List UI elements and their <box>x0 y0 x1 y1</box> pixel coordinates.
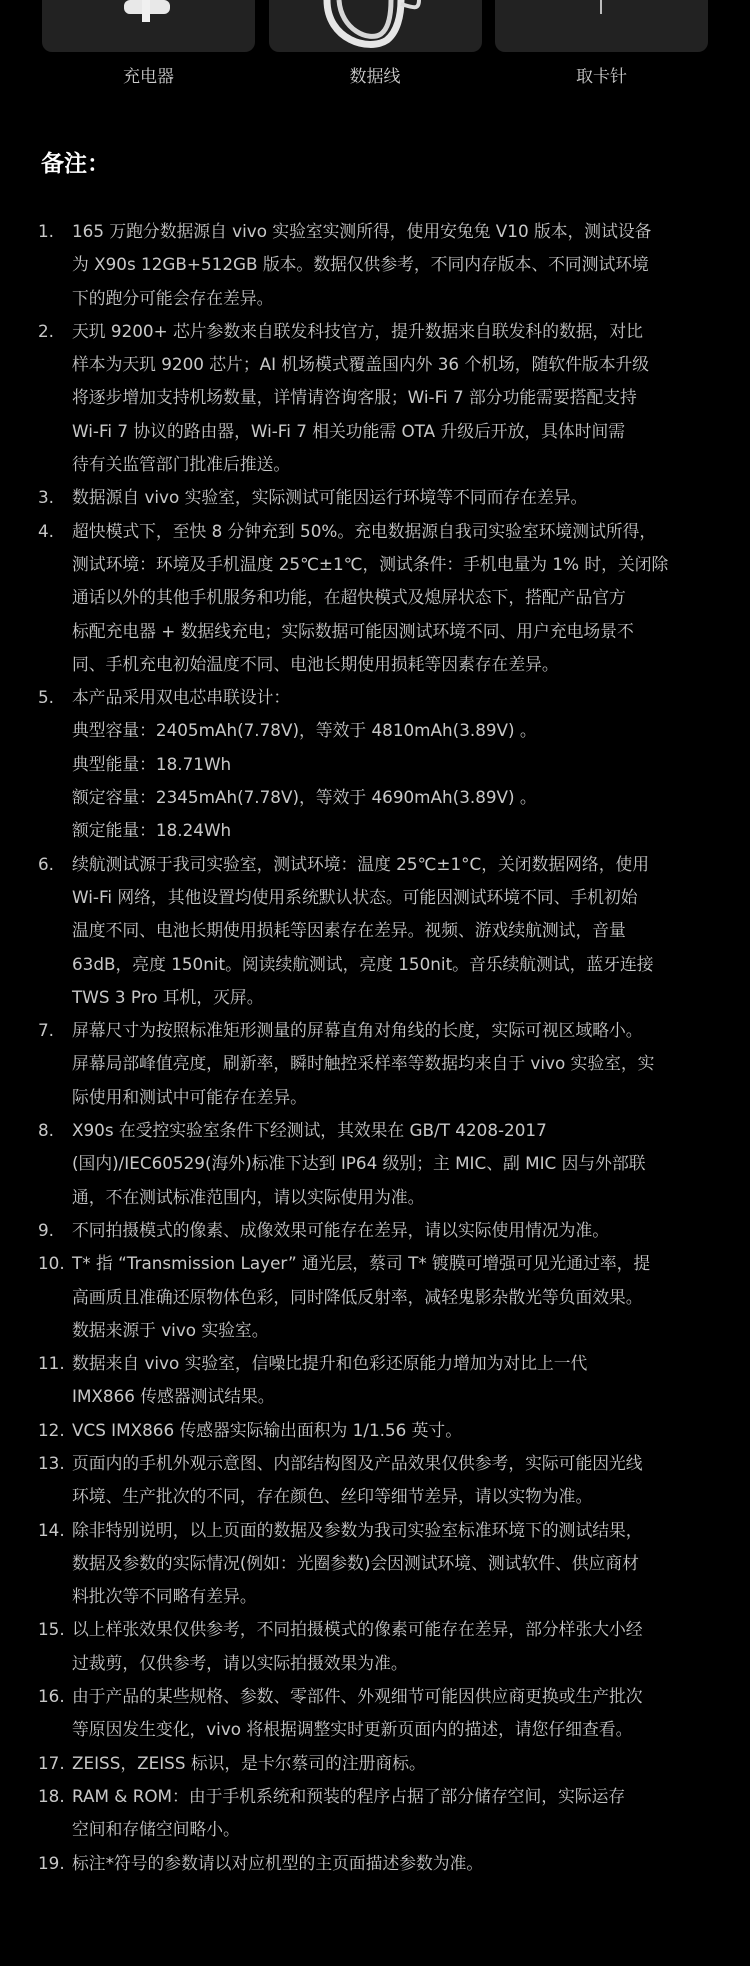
note-text-line: 除非特别说明，以上页面的数据及参数为我司实验室标准环境下的测试结果， <box>72 1519 643 1540</box>
note-text-line: 数据来源于 vivo 实验室。 <box>72 1319 269 1340</box>
note-text-line: 标配充电器 + 数据线充电；实际数据可能因测试环境不同、用户充电场景不 <box>72 620 634 641</box>
note-text-line: 标注*符号的参数请以对应机型的主页面描述参数为准。 <box>72 1852 484 1873</box>
note-text-line: TWS 3 Pro 耳机，灭屏。 <box>72 986 264 1007</box>
note-item <box>38 1514 718 1614</box>
note-item <box>38 515 718 681</box>
note-item <box>38 481 718 514</box>
note-text-line: 典型能量：18.71Wh <box>72 753 232 774</box>
note-number: 1. <box>38 221 55 241</box>
note-text-line: 由于产品的某些规格、参数、零部件、外观细节可能因供应商更换或生产批次 <box>72 1686 643 1707</box>
note-text-line: 等原因发生变化，vivo 将根据调整实时更新页面内的描述，请您仔细查看。 <box>72 1719 633 1740</box>
note-number: 2. <box>38 320 55 341</box>
charger-image <box>42 0 255 52</box>
note-text-line: 165 万跑分数据源自 vivo 实验室实测所得，使用安兔兔 V10 版本，测试设备 <box>72 221 652 241</box>
note-item <box>38 681 718 847</box>
note-text-line: 高画质且准确还原物体色彩，同时降低反射率，减轻鬼影杂散光等负面效果。 <box>72 1286 643 1307</box>
note-number: 15. <box>38 1619 65 1640</box>
note-text-line: VCS IMX866 传感器实际输出面积为 1/1.56 英寸。 <box>72 1419 462 1440</box>
accessory-label-cable: 数据线 <box>349 67 401 87</box>
note-item <box>38 1680 718 1747</box>
note-number: 19. <box>38 1852 65 1873</box>
note-text-line: 样本为天玑 9200 芯片；AI 机场模式覆盖国内外 36 个机场，随软件版本升级 <box>72 354 650 375</box>
note-text-line: 空间和存储空间略小。 <box>72 1819 240 1840</box>
note-text-line: 天玑 9200+ 芯片参数来自联发科技官方，提升数据来自联发科的数据，对比 <box>72 320 643 341</box>
note-text-line: 数据来自 vivo 实验室，信噪比提升和色彩还原能力增加为对比上一代 <box>72 1353 588 1374</box>
note-number: 16. <box>38 1686 65 1707</box>
accessory-labels <box>42 64 708 90</box>
cable-icon <box>269 0 482 52</box>
note-text-line: 数据源自 vivo 实验室，实际测试可能因运行环境等不同而存在差异。 <box>72 487 588 508</box>
sim-pin-icon <box>495 0 708 52</box>
note-number: 6. <box>38 853 55 874</box>
note-text-line: 续航测试源于我司实验室，测试环境：温度 25℃±1°C，关闭数据网络，使用 <box>72 853 650 874</box>
note-number: 11. <box>38 1353 65 1374</box>
note-item <box>38 1747 718 1780</box>
note-number: 10. <box>38 1253 65 1274</box>
note-item <box>38 1414 718 1447</box>
note-item <box>38 215 718 315</box>
note-text-line: 通话以外的其他手机服务和功能，在超快模式及熄屏状态下，搭配产品官方 <box>72 587 626 608</box>
note-item <box>38 1613 718 1680</box>
note-number: 18. <box>38 1785 65 1806</box>
note-text-line: 页面内的手机外观示意图、内部结构图及产品效果仅供参考，实际可能因光线 <box>72 1452 643 1473</box>
note-text-line: IMX866 传感器测试结果。 <box>72 1386 275 1407</box>
note-text-line: 屏幕局部峰值亮度，刷新率，瞬时触控采样率等数据均来自于 vivo 实验室，实 <box>72 1053 655 1074</box>
accessory-label-sim-pin: 取卡针 <box>576 67 627 87</box>
note-number: 7. <box>38 1020 55 1041</box>
note-number: 17. <box>38 1752 65 1773</box>
note-text-line: Wi-Fi 网络，其他设置均使用系统默认状态。可能因测试环境不同、手机初始 <box>72 886 638 907</box>
note-item <box>38 1214 718 1247</box>
note-item <box>38 1847 718 1880</box>
note-item <box>38 1014 718 1114</box>
note-item <box>38 848 718 1014</box>
note-text-line: 将逐步增加支持机场数量，详情请咨询客服；Wi-Fi 7 部分功能需要搭配支持 <box>72 387 637 408</box>
note-number: 12. <box>38 1419 65 1440</box>
note-text-line: 环境、生产批次的不同，存在颜色、丝印等细节差异，请以实物为准。 <box>72 1486 593 1507</box>
note-number: 5. <box>38 687 55 708</box>
note-text-line: RAM & ROM：由于手机系统和预装的程序占据了部分储存空间，实际运存 <box>72 1785 626 1806</box>
note-item <box>38 1447 718 1514</box>
note-item <box>38 1114 718 1214</box>
note-text-line: 不同拍摄模式的像素、成像效果可能存在差异，请以实际使用情况为准。 <box>72 1219 610 1240</box>
note-text-line: 数据及参数的实际情况(例如：光圈参数)会因测试环境、测试软件、供应商材 <box>72 1552 639 1573</box>
note-text-line: Wi-Fi 7 协议的路由器，Wi-Fi 7 相关功能需 OTA 升级后开放，具体时间需 <box>72 420 626 441</box>
notes-list <box>38 215 718 1880</box>
sim-pin-image <box>495 0 708 52</box>
note-text-line: 测试环境：环境及手机温度 25℃±1℃，测试条件：手机电量为 1% 时，关闭除 <box>72 553 669 574</box>
note-number: 4. <box>38 520 55 541</box>
note-number: 13. <box>38 1452 65 1473</box>
note-text-line: 料批次等不同略有差异。 <box>72 1586 257 1607</box>
note-text-line: 下的跑分可能会存在差异。 <box>72 287 274 308</box>
note-text-line: 同、手机充电初始温度不同、电池长期使用损耗等因素存在差异。 <box>72 653 559 674</box>
note-number: 14. <box>38 1519 65 1540</box>
note-item <box>38 1347 718 1414</box>
note-number: 3. <box>38 487 55 508</box>
note-text-line: 为 X90s 12GB+512GB 版本。数据仅供参考，不同内存版本、不同测试环境 <box>72 254 649 275</box>
charger-icon <box>42 0 255 52</box>
note-text-line: 典型容量：2405mAh(7.78V)，等效于 4810mAh(3.89V) 。 <box>72 720 537 741</box>
note-item <box>38 1247 718 1347</box>
note-text-line: T* 指 “Transmission Layer” 通光层，蔡司 T* 镀膜可增强可见光通过率，提 <box>72 1253 651 1274</box>
note-text-line: X90s 在受控实验室条件下经测试，其效果在 GB/T 4208-2017 <box>72 1120 547 1141</box>
note-item <box>38 315 718 481</box>
note-text-line: 额定能量：18.24Wh <box>72 820 232 841</box>
note-text-line: 际使用和测试中可能存在差异。 <box>72 1086 307 1107</box>
note-text-line: 温度不同、电池长期使用损耗等因素存在差异。视频、游戏续航测试，音量 <box>72 920 626 941</box>
note-text-line: 待有关监管部门批准后推送。 <box>72 454 291 475</box>
note-text-line: 额定容量：2345mAh(7.78V)，等效于 4690mAh(3.89V) 。 <box>72 787 537 808</box>
note-text-line: 超快模式下，至快 8 分钟充到 50%。充电数据源自我司实验室环境测试所得， <box>72 520 657 541</box>
note-number: 9. <box>38 1219 55 1240</box>
note-text-line: 屏幕尺寸为按照标准矩形测量的屏幕直角对角线的长度，实际可视区域略小。 <box>72 1020 643 1041</box>
accessory-images <box>42 0 708 52</box>
note-text-line: ZEISS，ZEISS 标识，是卡尔蔡司的注册商标。 <box>72 1752 426 1773</box>
note-text-line: 63dB，亮度 150nit。阅读续航测试，亮度 150nit。音乐续航测试，蓝牙连接 <box>72 953 654 974</box>
notes-title: 备注： <box>41 151 110 177</box>
note-text-line: 本产品采用双电芯串联设计： <box>72 687 291 708</box>
accessory-label-charger: 充电器 <box>123 67 174 87</box>
note-number: 8. <box>38 1120 55 1141</box>
note-item <box>38 1780 718 1847</box>
note-text-line: 以上样张效果仅供参考，不同拍摄模式的像素可能存在差异，部分样张大小经 <box>72 1619 643 1640</box>
note-text-line: 通，不在测试标准范围内，请以实际使用为准。 <box>72 1186 425 1207</box>
note-text-line: (国内)/IEC60529(海外)标准下达到 IP64 级别；主 MIC、副 MIC 因与外部联 <box>72 1153 646 1174</box>
note-text-line: 过裁剪，仅供参考，请以实际拍摄效果为准。 <box>72 1652 408 1673</box>
cable-image <box>269 0 482 52</box>
